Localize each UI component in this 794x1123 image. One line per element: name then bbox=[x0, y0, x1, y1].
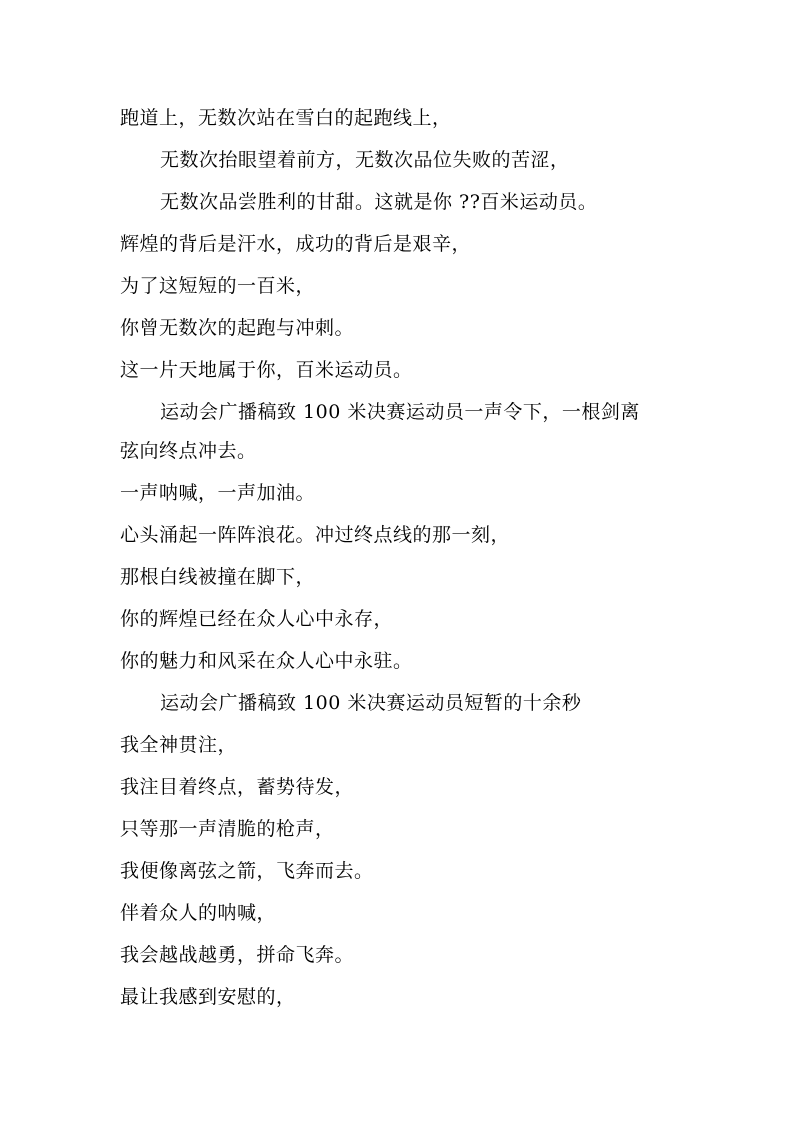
text-line: 最让我感到安慰的， bbox=[120, 986, 296, 1008]
text-line: 心头涌起一阵阵浪花。冲过终点线的那一刻， bbox=[120, 524, 511, 546]
text-line: 一声呐喊，一声加油。 bbox=[120, 482, 316, 504]
text-line: 运动会广播稿致 100 米决赛运动员短暂的十余秒 bbox=[160, 692, 582, 714]
text-line: 辉煌的背后是汗水，成功的背后是艰辛， bbox=[120, 233, 472, 255]
text-line: 我全神贯注， bbox=[120, 734, 238, 756]
text-line: 无数次抬眼望着前方，无数次品位失败的苦涩， bbox=[160, 149, 570, 171]
text-line: 跑道上，无数次站在雪白的起跑线上， bbox=[120, 107, 452, 129]
text-line: 运动会广播稿致 100 米决赛运动员一声令下，一根剑离 bbox=[160, 401, 640, 423]
text-line: 你曾无数次的起跑与冲刺。 bbox=[120, 317, 355, 339]
text-line: 你的魅力和风采在众人心中永驻。 bbox=[120, 650, 413, 672]
text-line: 为了这短短的一百米， bbox=[120, 275, 316, 297]
text-line: 这一片天地属于你，百米运动员。 bbox=[120, 359, 413, 381]
text-line: 伴着众人的呐喊， bbox=[120, 902, 277, 924]
text-line: 我注目着终点，蓄势待发， bbox=[120, 776, 355, 798]
text-line: 我会越战越勇，拼命飞奔。 bbox=[120, 944, 355, 966]
text-line: 我便像离弦之箭，飞奔而去。 bbox=[120, 860, 374, 882]
text-line: 弦向终点冲去。 bbox=[120, 440, 257, 462]
text-line: 无数次品尝胜利的甘甜。这就是你 ??百米运动员。 bbox=[160, 191, 598, 213]
text-line: 那根白线被撞在脚下， bbox=[120, 566, 316, 588]
text-line: 只等那一声清脆的枪声， bbox=[120, 818, 335, 840]
text-line: 你的辉煌已经在众人心中永存， bbox=[120, 608, 394, 630]
